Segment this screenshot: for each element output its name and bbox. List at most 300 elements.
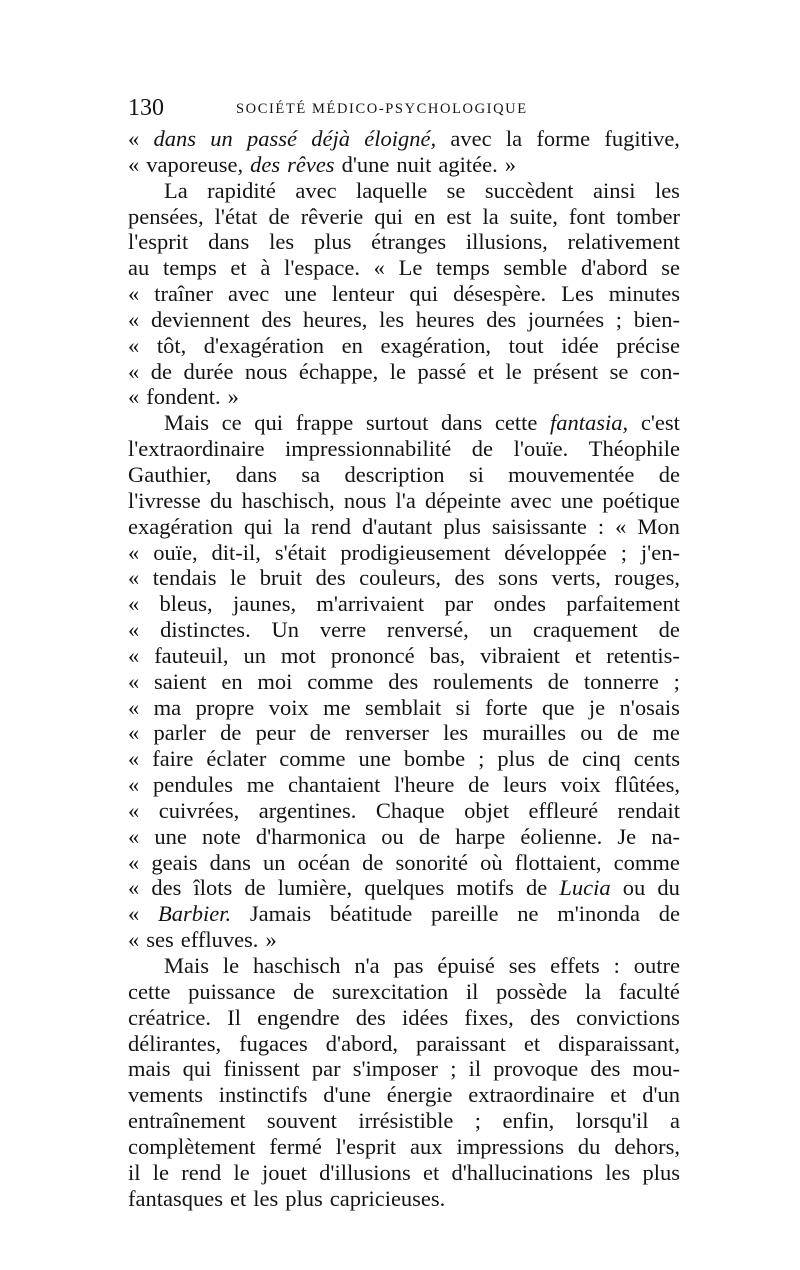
word: laquelle [356, 177, 428, 203]
word: haschisch, [241, 487, 335, 513]
word: nous [244, 358, 288, 384]
text-line [128, 178, 680, 204]
text-line [128, 669, 680, 695]
word: passé [417, 358, 467, 384]
word: semble [503, 255, 568, 281]
word: avec [510, 487, 552, 513]
word: voix [268, 694, 309, 720]
word: vements [128, 1082, 203, 1108]
word: me [246, 772, 275, 798]
word: pareille [431, 901, 499, 927]
word: et [610, 1082, 627, 1108]
word: distinctes. [160, 617, 251, 643]
text-line [128, 1160, 680, 1186]
word: dans [209, 849, 251, 875]
word: sons [497, 565, 538, 591]
word: me [652, 720, 680, 746]
word: « [128, 539, 140, 565]
word: étranges [371, 229, 447, 255]
word: une [358, 746, 391, 772]
word: éclater [206, 746, 267, 772]
word: et [523, 1030, 541, 1056]
word: extraordinaire [468, 1082, 595, 1108]
text-line [128, 927, 680, 953]
word: description [344, 461, 445, 487]
word: de [362, 849, 384, 875]
word: des [355, 1004, 386, 1030]
italic-word: fantasia, [550, 410, 629, 436]
text-line [128, 359, 680, 385]
word: précise [616, 332, 680, 358]
word: le [229, 565, 247, 591]
word: ondes [493, 591, 546, 617]
word: tomber [616, 203, 680, 229]
word: des [151, 875, 182, 901]
word: lenteur [331, 281, 395, 307]
word: des [590, 1056, 621, 1082]
italic-word: Barbier. [157, 901, 232, 927]
word: j'en- [640, 539, 680, 565]
word: Je [617, 823, 637, 849]
word: « [128, 384, 140, 410]
word: vaporeuse, [146, 151, 244, 177]
word: mou- [632, 1056, 680, 1082]
word: cents [633, 746, 680, 772]
text-line [128, 720, 680, 746]
word: vibraient [480, 642, 561, 668]
word: murailles [482, 720, 567, 746]
word: journées [527, 306, 605, 332]
word: « [128, 746, 140, 772]
word: les [605, 1159, 631, 1185]
word: en [414, 203, 436, 229]
word: note [202, 823, 241, 849]
word: fermé [269, 1133, 322, 1159]
word: comme [307, 668, 374, 694]
word: Théophile [588, 436, 680, 462]
word: nuit [396, 151, 432, 177]
word: con- [639, 358, 680, 384]
word: ainsi [593, 177, 636, 203]
word: aux [410, 1133, 443, 1159]
word: « [128, 797, 140, 823]
word: verts, [551, 565, 601, 591]
word: idée [561, 332, 599, 358]
word: de [220, 720, 242, 746]
word: Chaque [375, 797, 445, 823]
word: ; [615, 306, 623, 332]
text-line [128, 384, 680, 410]
word: de [293, 978, 315, 1004]
word: « [128, 617, 140, 643]
word: dit-il, [211, 539, 261, 565]
word: me [323, 694, 351, 720]
word: ou [622, 875, 646, 901]
word: « [128, 332, 140, 358]
word: comme [613, 849, 680, 875]
word: d'abord, [325, 1030, 398, 1056]
text-line [128, 824, 680, 850]
word: il [468, 1056, 482, 1082]
word: voix [560, 772, 601, 798]
word: en [221, 668, 243, 694]
word: sonorité [395, 849, 469, 875]
word: : [613, 953, 620, 978]
word: rend [311, 513, 351, 539]
word: les [654, 177, 680, 203]
word: du [657, 875, 680, 901]
word: ; [450, 1056, 457, 1082]
word: d'une [323, 1082, 371, 1108]
word: le [233, 1159, 250, 1185]
italic-word: passé [247, 126, 298, 151]
word: sa [301, 461, 321, 487]
word: na- [651, 823, 680, 849]
word: la [584, 978, 602, 1004]
word: le [152, 1159, 169, 1185]
word: fixes, [464, 1004, 514, 1030]
word: finissent [223, 1056, 300, 1082]
word: disparaissant, [558, 1030, 680, 1056]
word: dépeinte [425, 487, 502, 513]
word: ses [146, 927, 174, 953]
word: chantaient [287, 772, 381, 798]
word: la [482, 203, 499, 229]
word: de [616, 720, 639, 746]
word: le [505, 358, 522, 384]
word: de [471, 436, 494, 462]
word: d'une [341, 151, 390, 177]
word: l'état [214, 203, 258, 229]
word: dans [208, 229, 250, 255]
word: qui [409, 281, 439, 307]
word: fantasques [128, 1185, 223, 1211]
word: tout [508, 332, 544, 358]
italic-word: dans [153, 126, 197, 151]
word: ne [517, 901, 539, 927]
word: d'harmonica [255, 823, 367, 849]
word: capricieuses. [329, 1185, 446, 1211]
word: « [373, 255, 385, 281]
word: » [227, 384, 239, 410]
word: couleurs, [359, 565, 442, 591]
word: plus [443, 513, 481, 539]
word: m'inonda [557, 901, 641, 927]
word: plus [642, 1159, 680, 1185]
word: geais [151, 849, 198, 875]
word: d'hallucinations [451, 1159, 593, 1185]
word: provoque [493, 1056, 579, 1082]
word: l'a [395, 487, 416, 513]
word: bombe [403, 746, 466, 772]
word: temps [162, 255, 217, 281]
text-line [128, 1186, 680, 1212]
italic-word: rêves [287, 151, 335, 177]
word: impressionnabilité [285, 436, 452, 462]
word: haschisch [253, 953, 341, 978]
word: propre [195, 694, 255, 720]
word: en [341, 332, 363, 358]
text-line [128, 695, 680, 721]
word: souvent [266, 1108, 337, 1134]
word: Un [271, 617, 300, 643]
word: suite, [509, 203, 558, 229]
word: rend [181, 1159, 222, 1185]
word: qui [243, 513, 273, 539]
word: qui [182, 1056, 212, 1082]
word: et [229, 1185, 247, 1211]
word: convictions [576, 1004, 680, 1030]
word: effluves. [180, 927, 259, 953]
word: faire [152, 746, 194, 772]
text-line [128, 1108, 680, 1134]
text-line [128, 1134, 680, 1160]
word: plus [313, 229, 352, 255]
word: m'arrivaient [316, 591, 425, 617]
word: de [268, 203, 290, 229]
word: « [128, 591, 140, 617]
word: s'était [274, 539, 327, 565]
word: heures [415, 306, 475, 332]
word: et [230, 255, 247, 281]
word: d'exagération [203, 332, 325, 358]
word: présent [533, 358, 599, 384]
word: ou [381, 823, 404, 849]
word: le [389, 358, 406, 384]
text-line [128, 514, 680, 540]
word: de [244, 875, 266, 901]
word: peur [255, 720, 296, 746]
word: forme [536, 126, 591, 151]
word: et [477, 358, 494, 384]
word: fugaces [239, 1030, 308, 1056]
word: possède [495, 978, 568, 1004]
italic-word: Lucia [559, 875, 611, 901]
word: traîner [154, 281, 213, 307]
word: saisissante [491, 513, 587, 539]
word: une [560, 487, 594, 513]
word: « [128, 151, 140, 177]
word: ouïe, [153, 539, 198, 565]
word: de [547, 668, 570, 694]
word: la [505, 126, 523, 151]
word: îlots [193, 875, 233, 901]
word: minutes [608, 281, 680, 307]
word: ; [673, 668, 680, 694]
word: mouvementée [508, 461, 635, 487]
word: Mais [164, 410, 209, 436]
word: se [609, 358, 629, 384]
word: où [480, 849, 503, 875]
word: si [455, 694, 471, 720]
word: illusions, [465, 229, 548, 255]
word: cinq [582, 746, 621, 772]
word: ; [478, 746, 485, 772]
word: fondent. [146, 384, 221, 410]
word: des [315, 565, 346, 591]
italic-word: éloigné, [364, 126, 437, 151]
text-line [128, 307, 680, 333]
word: ou [580, 720, 603, 746]
word: ; [620, 539, 627, 565]
word: flûtées, [614, 772, 680, 798]
word: un [243, 642, 266, 668]
word: durée [183, 358, 234, 384]
word: des [454, 565, 485, 591]
word: leurs [503, 772, 547, 798]
word: parfaitement [566, 591, 680, 617]
word: effets [550, 953, 600, 978]
word: parler [153, 720, 206, 746]
word: engendre [257, 1004, 340, 1030]
word: ma [153, 694, 182, 720]
word: pendules [152, 772, 233, 798]
text-line [128, 1031, 680, 1057]
word: Les [561, 281, 594, 307]
word: d'autant [362, 513, 433, 539]
word: poétique [602, 487, 680, 513]
text-line [128, 126, 680, 152]
text-line [128, 565, 680, 591]
word: l'esprit [128, 229, 189, 255]
word: cette [494, 410, 538, 436]
word: n'osais [619, 694, 680, 720]
word: renverser [345, 720, 429, 746]
word: frappe [295, 410, 354, 436]
word: flottaient, [514, 849, 602, 875]
text-line [128, 204, 680, 230]
word: d'illusions [319, 1159, 411, 1185]
word: « [615, 513, 627, 539]
text-line [128, 281, 680, 307]
word: les [443, 720, 469, 746]
word: avec [228, 281, 270, 307]
word: du [577, 1133, 601, 1159]
word: fauteuil, [154, 642, 229, 668]
word: l'esprit [335, 1133, 397, 1159]
word: « [128, 565, 140, 591]
word: a [670, 1108, 680, 1134]
word: éolienne. [520, 823, 603, 849]
word: au [128, 255, 150, 281]
text-line [128, 901, 680, 927]
word: deviennent [150, 306, 250, 332]
word: de [658, 901, 680, 927]
word: outre [633, 953, 680, 978]
word: de [150, 358, 172, 384]
word: lumière, [277, 875, 353, 901]
word: de [526, 875, 548, 901]
text-line [128, 875, 680, 901]
word: à [260, 255, 271, 281]
word: de [468, 772, 490, 798]
word: lorsqu'il [575, 1108, 649, 1134]
word: d'abord [580, 255, 648, 281]
page-header [128, 90, 680, 126]
word: heures, [303, 306, 368, 332]
word: d'un [642, 1082, 680, 1108]
word: rapidité [207, 177, 276, 203]
word: « [128, 875, 140, 901]
running-title: SOCIÉTÉ MÉDICO-PSYCHOLOGIQUE [236, 101, 528, 117]
word: dans [441, 410, 483, 436]
word: : [597, 513, 605, 539]
text-line [128, 1005, 680, 1031]
word: des [529, 1004, 560, 1030]
italic-word: un [210, 126, 233, 151]
text-line [128, 436, 680, 462]
word: saient [154, 668, 207, 694]
word: par [311, 1056, 341, 1082]
word: « [128, 281, 140, 307]
word: bruit [259, 565, 303, 591]
word: forte [485, 694, 528, 720]
text-line [128, 591, 680, 617]
word: l'espace. [284, 255, 360, 281]
word: échappe, [298, 358, 379, 384]
word: agitée. [438, 151, 498, 177]
text-line [128, 850, 680, 876]
text-line [128, 333, 680, 359]
word: « [128, 642, 140, 668]
word: » [504, 151, 516, 177]
word: tendais [152, 565, 217, 591]
word: les [379, 306, 405, 332]
word: l'ouïe. [513, 436, 569, 462]
word: jouet [261, 1159, 307, 1185]
word: se [446, 177, 466, 203]
word: « [128, 694, 140, 720]
word: effleuré [528, 797, 599, 823]
word: « [128, 126, 140, 151]
word: et [575, 642, 592, 668]
word: avec [450, 126, 492, 151]
word: un [263, 849, 286, 875]
word: relativement [567, 229, 680, 255]
word: une [284, 281, 317, 307]
word: l'extraordinaire [128, 436, 265, 462]
word: idées [402, 1004, 449, 1030]
word: « [128, 668, 140, 694]
word: de [658, 617, 680, 643]
word: bleus, [159, 591, 213, 617]
text-line [128, 953, 680, 979]
word: moi [257, 668, 293, 694]
word: objet [464, 797, 510, 823]
text-line [128, 1082, 680, 1108]
word: plus [497, 746, 535, 772]
word: il [465, 978, 479, 1004]
word: prononcé [330, 642, 415, 668]
word: il [128, 1159, 141, 1185]
word: bien- [633, 306, 680, 332]
word: une [154, 823, 187, 849]
word: délirantes, [128, 1030, 222, 1056]
word: s'imposer [352, 1056, 439, 1082]
text-line [128, 772, 680, 798]
word: succèdent [484, 177, 574, 203]
word: instinctifs [218, 1082, 308, 1108]
word: créatrice. [128, 1004, 212, 1030]
text-line [128, 229, 680, 255]
word: » [265, 927, 277, 953]
text-line [128, 798, 680, 824]
word: rouges, [614, 565, 680, 591]
word: « [128, 306, 140, 332]
word: par [444, 591, 474, 617]
word: prodigieusement [340, 539, 491, 565]
word: argentines. [258, 797, 357, 823]
